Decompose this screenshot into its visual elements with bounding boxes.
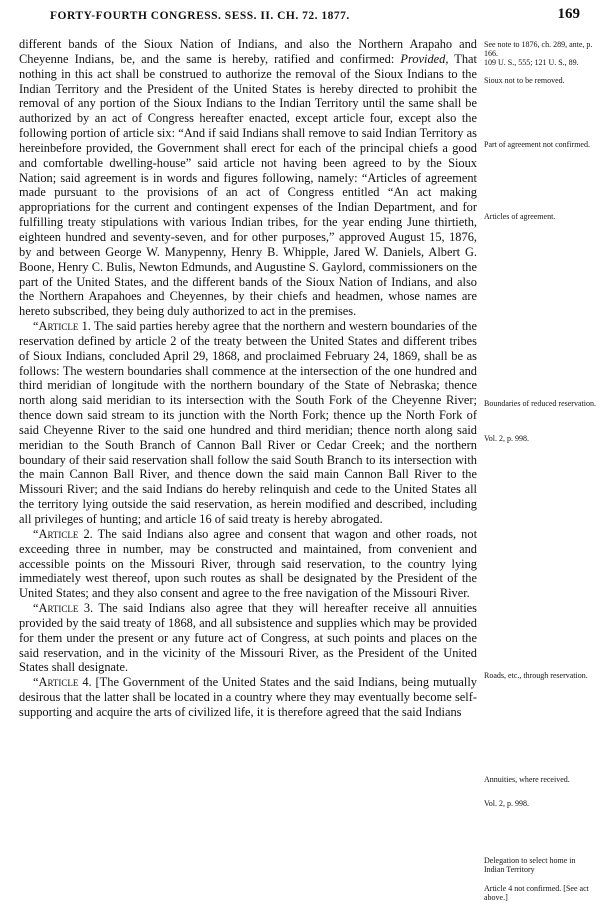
article-label: “Article 4. [33,675,92,690]
article-text: The said Indians also agree and consent that wagon and other roads, not exceeding three in number, may be constructed and maintained, from convenient and accessible points on the Missouri River, through said reservation, to the country lying immediately west thereof, upon such routes as shall be designated by the President of the United States; and they also consent and agree to the free navigation of the Missouri River. [19,526,478,601]
margin-note: Delegation to select home in Indian Territory [484,856,576,874]
article-label: “Article 1. [33,319,91,334]
running-head: FORTY-FOURTH CONGRESS. SESS. II. CH. 72. 1877. [50,10,350,22]
article-4 [19,675,477,720]
margin-note: Sioux not to be removed. [484,76,565,85]
article-text: The said Indians also agree that they will hereafter receive all annuities provided by the said treaty of 1868, and all subsistence and supplies which may be provided for them under the present or any future act of Congress, at such points and places on the said reservation, and in the vicinity of the Missouri River, as the President of the United States shall designate. [19,601,477,675]
article-3 [19,601,477,675]
margin-note: Boundaries of reduced reservation. [484,399,596,408]
article-label: “Article 2. [33,526,93,541]
paragraph-text: different bands of the Sioux Nation of Indians, and also the Northern Arapaho and Cheyenne Indians, be, and the same is hereby, ratified and confirmed: [19,37,477,66]
opening-paragraph [19,37,477,319]
article-text: The said parties hereby agree that the northern and western boundaries of the reservation defined by article 2 of the treaty between the United States and different tribes of Sioux Indians, concluded April 29, 1868, and proclaimed February 24, 1869, shall be as follows: The western boundaries shall commence at the intersection of the one hundred and third meridian of longitude with the northern boundary of the State of Nebraska; thence north along said meridian to its intersection with the South Fork of the Cheyenne River; thence down said stream to its junction with the North Fork; thence up the North Fork of said Cheyenne River to the said one hundred and third meridian; thence north along said meridian to the South Branch of Cannon Ball River or Cedar Creek; and the northern boundary of their said reservation shall follow the said South Branch to its intersection with the main Cannon Ball River, and thence down the said main Cannon Ball River to the Missouri River; and the said Indians do hereby relinquish and cede to the United States all the territory lying outside the said reservation, as herein modified and described, including all privileges of hunting; and article 16 of said treaty is hereby abrogated. [19,319,477,526]
statute-text [19,37,477,720]
running-header [22,6,580,28]
article-text: [The Government of the United States and the said Indians, being mutually desirous that the latter shall be located in a country where they may eventually become self-supporting and acquire the arts of civilized life, it is therefore agreed that the said Indians [19,675,477,719]
margin-note-citation: Vol. 2, p. 998. [484,434,529,443]
paragraph-text: That nothing in this act shall be construed to authorize the removal of the Sioux Indians to the Indian Territory and the President of the United States is hereby directed to prohibit the removal of any portion of the Sioux Indians to the Indian Territory until the same shall be authorized by an act of Congress hereafter enacted, except article four, except also the following portion of article six: “And if said Indians shall remove to said Indian Territory as hereinbefore provided, the Government shall erect for each of the principal chiefs a good and comfortable dwelling-house” said article not having been agreed to by the Sioux Nation; said agreement is in words and figures following, namely: “Articles of agreement made pursuant to the provisions of an act of Congress entitled “An act making appropriations for the current and contingent expenses of the Indian Department, and for fulfilling treaty stipulations with various Indian tribes, for the year ending June thirtieth, eighteen hundred and seventy-seven, and for other purposes,” approved August 15, 1876, by and between George W. Manypenny, Henry B. Whipple, Jared W. Daniels, Albert G. Boone, Henry C. Bulis, Newton Edmunds, and Augustine S. Gaylord, commissioners on the part of the United States, and the different bands of the Sioux Nation of Indians, and also the Northern Arapahoes and Cheyennes, by their chiefs and headmen, whose names are hereto subscribed, they being duly authorized to act in the premises. [19,51,477,319]
page-number: 169 [557,6,580,22]
margin-note: Part of agreement not confirmed. [484,140,590,149]
margin-note: Articles of agreement. [484,212,556,221]
margin-note: Article 4 not confirmed. [See act above.] [484,884,589,902]
proviso-word: Provided, [400,51,449,66]
article-2 [19,527,477,601]
article-label: “Article 3. [33,601,94,616]
margin-note-citation: 109 U. S., 555; 121 U. S., 89. [484,58,579,67]
article-1 [19,319,477,527]
margin-note-citation: Vol. 2, p. 998. [484,799,529,808]
margin-note: Roads, etc., through reservation. [484,671,588,680]
margin-note: Annuities, where received. [484,775,570,784]
margin-note-citation: See note to 1876, ch. 289, ante, p. 166. [484,40,593,58]
